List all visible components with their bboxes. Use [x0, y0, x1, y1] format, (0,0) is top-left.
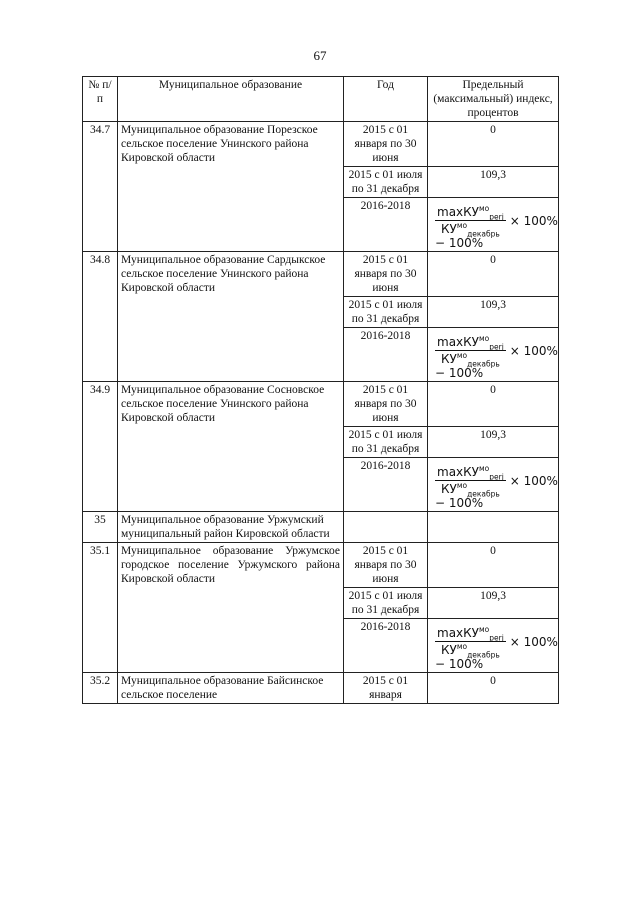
year-cell: 2015 с 01 июля по 31 декабря — [344, 167, 428, 198]
municipality-name: Муниципальное образование Порезское сельское поселение Унинского района Кировской области — [118, 122, 344, 252]
index-formula: $\frac{\max КУ^{мо}_{perj}}{КУ^{мо}_{декабрь}}$ × 100% − 100% — [435, 464, 558, 510]
municipality-name: Муниципальное образование Уржумский муниципальный район Кировской области — [118, 512, 344, 543]
index-formula-cell — [428, 328, 559, 382]
tariff-index-table — [82, 76, 559, 704]
table-row — [83, 543, 559, 588]
index-formula: $\frac{\max КУ^{мо}_{perj}}{КУ^{мо}_{декабрь}}$ × 100% − 100% — [435, 625, 558, 671]
municipality-name: Муниципальное образование Уржумское городское поселение Уржумского района Кировской области — [118, 543, 344, 673]
index-formula-cell — [428, 619, 559, 673]
row-number: 34.7 — [83, 122, 118, 252]
header-num: № п/п — [83, 77, 118, 122]
header-mo: Муниципальное образование — [118, 77, 344, 122]
row-number: 34.9 — [83, 382, 118, 512]
page-number: 67 — [313, 48, 327, 63]
index-cell: 109,3 — [428, 588, 559, 619]
table-row — [83, 252, 559, 297]
row-number: 35.2 — [83, 673, 118, 704]
year-cell: 2016-2018 — [344, 458, 428, 512]
index-formula-cell — [428, 458, 559, 512]
index-formula: $\frac{\max КУ^{мо}_{perj}}{КУ^{мо}_{декабрь}}$ × 100% − 100% — [435, 204, 558, 250]
year-cell: 2015 с 01 июля по 31 декабря — [344, 427, 428, 458]
header-year: Год — [344, 77, 428, 122]
index-formula: $\frac{\max КУ^{мо}_{perj}}{КУ^{мо}_{декабрь}}$ × 100% − 100% — [435, 334, 558, 380]
year-cell: 2015 с 01 июля по 31 декабря — [344, 588, 428, 619]
index-cell: 109,3 — [428, 427, 559, 458]
year-cell: 2016-2018 — [344, 328, 428, 382]
year-cell: 2015 с 01 января по 30 июня — [344, 382, 428, 427]
table-row — [83, 382, 559, 427]
index-cell: 0 — [428, 673, 559, 704]
year-cell — [344, 512, 428, 543]
index-cell: 109,3 — [428, 167, 559, 198]
index-cell — [428, 512, 559, 543]
index-cell: 0 — [428, 382, 559, 427]
table-row-section — [83, 512, 559, 543]
row-number: 34.8 — [83, 252, 118, 382]
municipality-name: Муниципальное образование Байсинское сельское поселение — [118, 673, 344, 704]
municipality-name: Муниципальное образование Сардыкское сельское поселение Унинского района Кировской области — [118, 252, 344, 382]
year-cell: 2015 с 01 января по 30 июня — [344, 252, 428, 297]
year-cell: 2015 с 01 июля по 31 декабря — [344, 297, 428, 328]
index-cell: 0 — [428, 252, 559, 297]
year-cell: 2016-2018 — [344, 619, 428, 673]
index-cell: 0 — [428, 543, 559, 588]
year-cell: 2015 с 01 января по 30 июня — [344, 122, 428, 167]
index-formula-cell — [428, 198, 559, 252]
header-index: Предельный (максимальный) индекс, процентов — [428, 77, 559, 122]
index-cell: 109,3 — [428, 297, 559, 328]
table-row — [83, 122, 559, 167]
row-number: 35 — [83, 512, 118, 543]
year-cell: 2016-2018 — [344, 198, 428, 252]
table-row — [83, 673, 559, 704]
row-number: 35.1 — [83, 543, 118, 673]
index-cell: 0 — [428, 122, 559, 167]
year-cell: 2015 с 01 января — [344, 673, 428, 704]
year-cell: 2015 с 01 января по 30 июня — [344, 543, 428, 588]
table-header-row — [83, 77, 559, 122]
municipality-name: Муниципальное образование Сосновское сельское поселение Унинского района Кировской области — [118, 382, 344, 512]
